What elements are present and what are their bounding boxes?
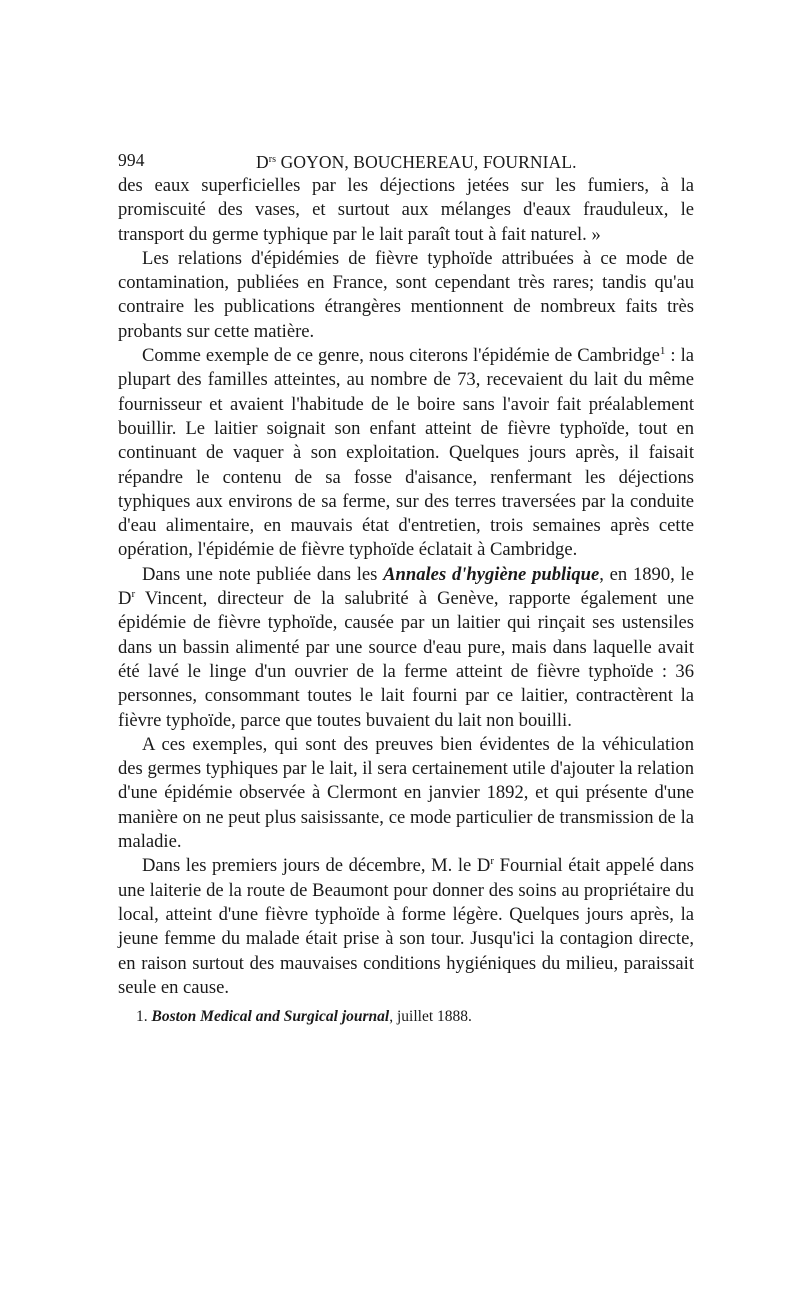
authors-names: GOYON, BOUCHEREAU, FOURNIAL. (280, 152, 577, 172)
paragraph-3-rest: : la plupart des familles atteintes, au nombre de 73, recevaient du lait du même fournisseur et avaient l'habitude de le boire sans l'avoir fait préalablement bouillir. Le laitier soignait son enfant atteint de fièvre typhoïde, tout en continuant de vaquer à son exploitation. Quelques jours après, il faisait répandre le contenu de sa fosse d'aisance, renfermant les déjections typhiques aux environs de sa ferme, sur des terres traversées par la conduite d'eau alimentaire, en mauvais état d'entretien, trois semaines après cette opération, l'épidémie de fièvre typhoïde éclatait à Cambridge. (118, 345, 694, 561)
authors-prefix: D (256, 152, 269, 172)
paragraph-2: Les relations d'épidémies de fièvre typhoïde attribuées à ce mode de contamination, publiées en France, sont cependant très rares; tandis qu'au contraire les publications étrangères mentionnent de nombreux faits très probants sur cette matière. (118, 247, 694, 342)
paragraph-4 (118, 563, 694, 733)
journal-title: Annales d'hygiène publique (383, 563, 600, 585)
footnote-journal: Boston Medical and Surgical journal (151, 1008, 390, 1026)
running-head-authors (256, 146, 577, 176)
authors-sup: rs (268, 154, 277, 165)
doctor-sup: r (131, 588, 136, 601)
paragraph-4-mid: , en 1890, le D (118, 563, 694, 610)
paragraph-6-rest: Fournial était appelé dans une laiterie de la route de Beaumont pour donner des soins au propriétaire du local, atteint d'une fièvre typhoïde à forme légère. Quelques jours après, la jeune femme du malade était prise à son tour. Jusqu'ici la contagion directe, en raison surtout des mauvaises conditions hygiéniques du milieu, paraissait seule en cause. (118, 855, 694, 998)
paragraph-5: A ces exemples, qui sont des preuves bien évidentes de la véhiculation des germes typhiques par le lait, il sera certainement utile d'ajouter la relation d'une épidémie observée à Clermont en janvier 1892, et qui présente d'une manière on ne peut plus saisissante, ce mode particulier de transmission de la maladie. (118, 733, 694, 853)
paragraph-6 (118, 854, 694, 1000)
page-number: 994 (118, 150, 145, 170)
footnote (118, 1006, 694, 1028)
doctor-sup: r (490, 855, 495, 868)
paragraph-3 (118, 344, 694, 563)
paragraph-4-rest: Vincent, directeur de la salubrité à Genève, rapporte également une épidémie de fièvre typhoïde, causée par un laitier qui rinçait ses ustensiles dans un bassin alimenté par une source d'eau pure, mais dans laquelle avait été lavé le linge d'un ouvrier de la ferme atteint de fièvre typhoïde : 36 personnes, consommant toutes le lait fourni par ce laitier, contractèrent la fièvre typhoïde, parce que toutes buvaient du lait non bouilli. (118, 588, 694, 731)
paragraph-6-start: Dans les premiers jours de décembre, M. le D (142, 855, 491, 877)
paragraph-1: des eaux superficielles par les déjections jetées sur les fumiers, à la promiscuité des vases, et surtout aux mélanges d'eaux frauduleux, le transport du germe typhique par le lait paraît tout à fait naturel. » (118, 175, 694, 245)
book-page (118, 146, 694, 1028)
footnote-rest: , juillet 1888. (389, 1008, 472, 1026)
footnote-number: 1. (136, 1008, 148, 1026)
paragraph-4-start: Dans une note publiée dans les (142, 563, 384, 585)
footnote-reference: 1 (659, 345, 666, 358)
paragraph-3-start: Comme exemple de ce genre, nous citerons l'épidémie de Cambridge (142, 345, 660, 367)
running-head (118, 146, 694, 174)
